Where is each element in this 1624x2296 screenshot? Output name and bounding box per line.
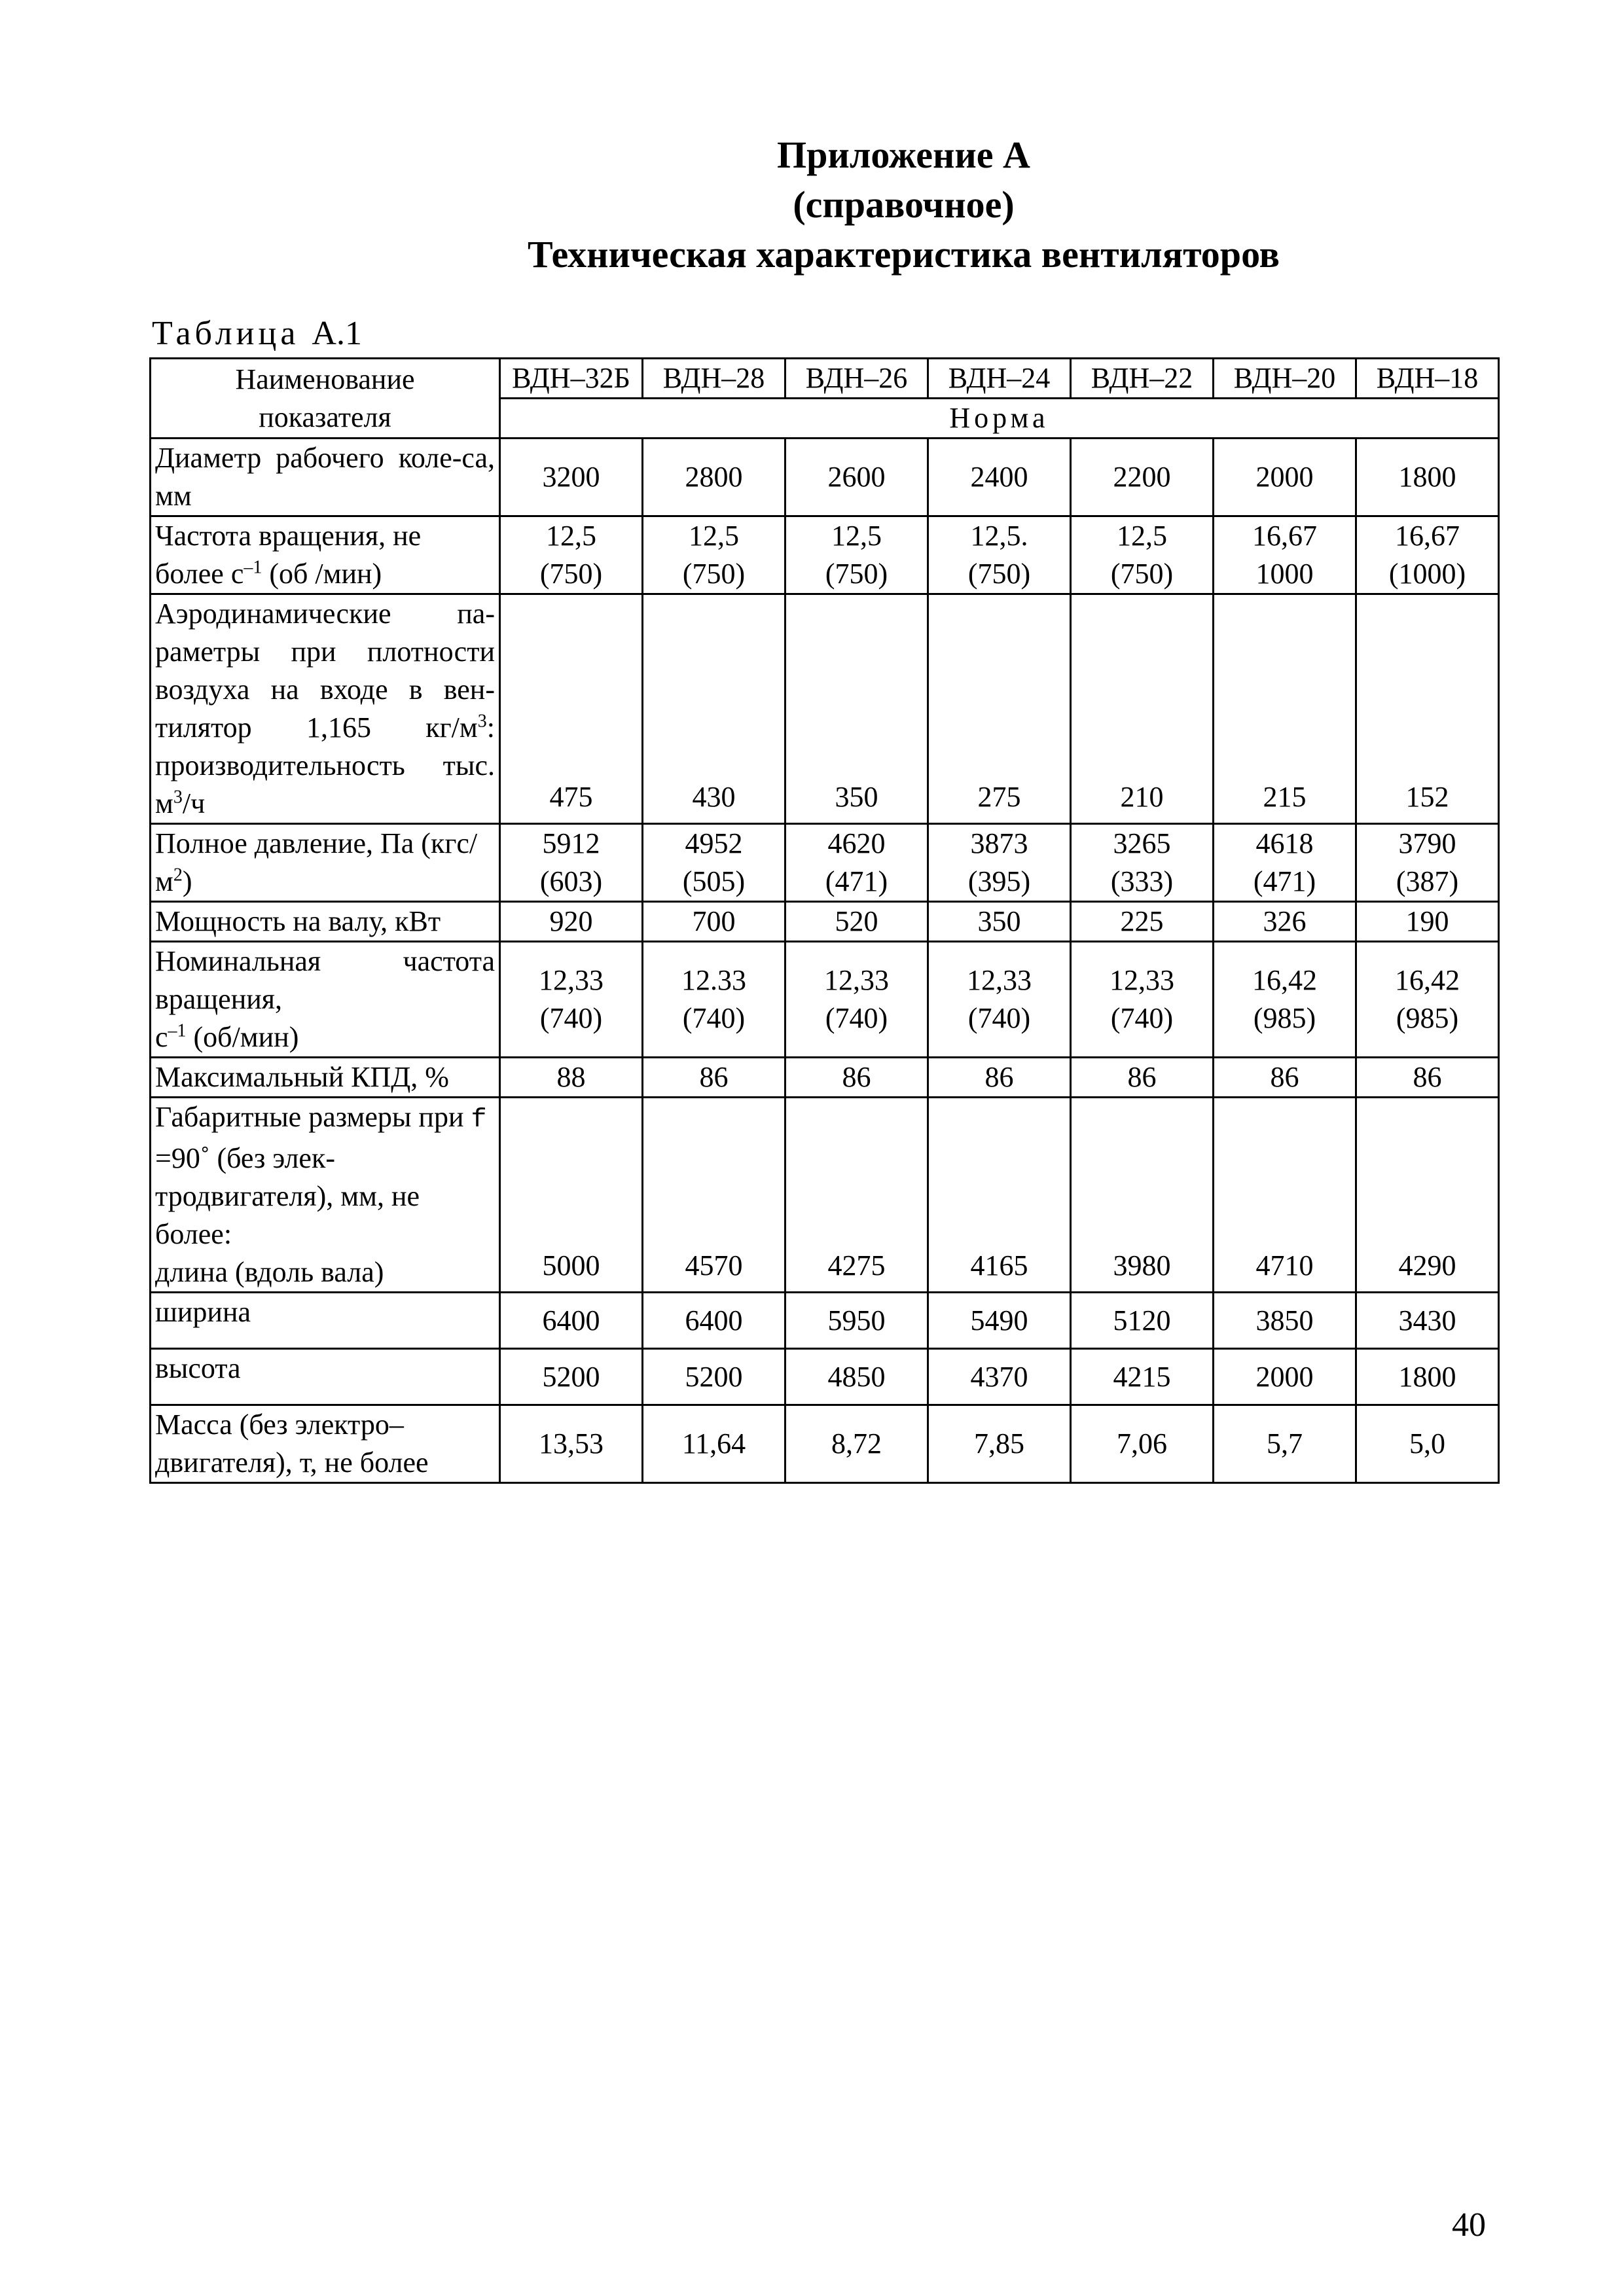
table-cell: 12,5. (750): [928, 516, 1071, 594]
table-cell: 86: [928, 1058, 1071, 1098]
table-cell: 4850: [785, 1349, 928, 1405]
table-cell: 275: [928, 594, 1071, 824]
table-caption-word: Таблица: [152, 315, 300, 352]
table-cell: 16,42 (985): [1356, 942, 1499, 1058]
table-row-height: [151, 1349, 1499, 1405]
table-cell: 16,67 (1000): [1356, 516, 1499, 594]
table-row-width: [151, 1293, 1499, 1349]
table-cell: 12,33 (740): [928, 942, 1071, 1058]
table-cell: 4370: [928, 1349, 1071, 1405]
table-cell: 86: [1356, 1058, 1499, 1098]
table-cell: 12,33 (740): [785, 942, 928, 1058]
table-cell: 4570: [643, 1098, 785, 1293]
table-cell: 86: [785, 1058, 928, 1098]
table-cell: 7,85: [928, 1405, 1071, 1483]
table-cell: 3873 (395): [928, 824, 1071, 902]
table-cell: 3430: [1356, 1293, 1499, 1349]
table-cell: 7,06: [1071, 1405, 1214, 1483]
model-header: ВДН–26: [785, 359, 928, 399]
row-label: [151, 824, 500, 902]
table-cell: 2000: [1214, 439, 1356, 516]
row-label-text: (об /мин): [262, 558, 382, 590]
table-row-nominal-rotation: [151, 942, 1499, 1058]
model-header: ВДН–28: [643, 359, 785, 399]
table-row-rotation: [151, 516, 1499, 594]
table-cell: 430: [643, 594, 785, 824]
row-label: Масса (без электро–двигателя), т, не более: [151, 1405, 500, 1483]
table-caption: [152, 317, 362, 351]
table-row-diameter: [151, 439, 1499, 516]
fan-specification-table: [149, 357, 1500, 1484]
model-header: ВДН–22: [1071, 359, 1214, 399]
row-label-text: : производительность тыс. м: [155, 711, 495, 819]
table-cell: 5912 (603): [500, 824, 643, 902]
table-cell: 2000: [1214, 1349, 1356, 1405]
row-label-text: Аэродинамические па-раметры при плотности воздуха на входе в вен-тилятор 1,165 кг/м: [155, 598, 495, 744]
appendix-title: Приложение А: [777, 134, 1030, 176]
table-cell: 4275: [785, 1098, 928, 1293]
model-header: ВДН–32Б: [500, 359, 643, 399]
table-cell: 700: [643, 902, 785, 942]
table-cell: 4165: [928, 1098, 1071, 1293]
table-cell: 5200: [500, 1349, 643, 1405]
table-cell: 12,33 (740): [1071, 942, 1214, 1058]
table-cell: 2400: [928, 439, 1071, 516]
row-label-superscript: 3: [173, 787, 183, 808]
table-cell: 11,64: [643, 1405, 785, 1483]
row-label-superscript: 2: [173, 865, 183, 886]
table-cell: 86: [1071, 1058, 1214, 1098]
table-cell: 13,53: [500, 1405, 643, 1483]
table-cell: 350: [928, 902, 1071, 942]
row-label-text: длина (вдоль вала): [155, 1256, 384, 1288]
table-cell: 6400: [643, 1293, 785, 1349]
table-cell: 12,5 (750): [1071, 516, 1214, 594]
row-label-superscript: 3: [477, 711, 487, 732]
table-cell: 210: [1071, 594, 1214, 824]
table-cell: 3850: [1214, 1293, 1356, 1349]
table-cell: 5,0: [1356, 1405, 1499, 1483]
table-cell: 4215: [1071, 1349, 1214, 1405]
norm-header: Норма: [500, 399, 1499, 439]
row-label-text: =90˚ (без элек-тродвигателя), мм, не более:: [155, 1142, 420, 1250]
table-row-power: [151, 902, 1499, 942]
table-cell: 190: [1356, 902, 1499, 942]
table-cell: 4290: [1356, 1098, 1499, 1293]
table-cell: 4618 (471): [1214, 824, 1356, 902]
row-label-text: /ч: [182, 787, 206, 819]
model-header: ВДН–20: [1214, 359, 1356, 399]
table-row-dimensions-length: [151, 1098, 1499, 1293]
table-cell: 12,33 (740): [500, 942, 643, 1058]
table-cell: 8,72: [785, 1405, 928, 1483]
table-cell: 152: [1356, 594, 1499, 824]
table-cell: 350: [785, 594, 928, 824]
table-row-pressure: [151, 824, 1499, 902]
row-label: [151, 942, 500, 1058]
table-cell: 5120: [1071, 1293, 1214, 1349]
parameter-name-header: [151, 359, 500, 439]
table-caption-number: А.1: [312, 315, 362, 352]
table-cell: 4710: [1214, 1098, 1356, 1293]
table-cell: 1800: [1356, 1349, 1499, 1405]
table-cell: 86: [643, 1058, 785, 1098]
table-cell: 12,5 (750): [643, 516, 785, 594]
table-cell: 86: [1214, 1058, 1356, 1098]
row-label-text: с: [155, 1021, 168, 1053]
table-cell: 12,5 (750): [785, 516, 928, 594]
table-cell: 215: [1214, 594, 1356, 824]
row-label-text: Частота вращения, не более с: [155, 520, 422, 590]
table-cell: 5950: [785, 1293, 928, 1349]
table-row-aerodynamic: [151, 594, 1499, 824]
table-cell: 5,7: [1214, 1405, 1356, 1483]
row-label: [151, 516, 500, 594]
table-cell: 5490: [928, 1293, 1071, 1349]
table-cell: 16,67 1000: [1214, 516, 1356, 594]
table-cell: 3265 (333): [1071, 824, 1214, 902]
table-cell: 4952 (505): [643, 824, 785, 902]
table-header-row: [151, 359, 1499, 399]
table-cell: 6400: [500, 1293, 643, 1349]
table-cell: 3790 (387): [1356, 824, 1499, 902]
table-cell: 3980: [1071, 1098, 1214, 1293]
parameter-name-header-line2: показателя: [259, 401, 391, 433]
table-cell: 12,5 (750): [500, 516, 643, 594]
table-cell: 326: [1214, 902, 1356, 942]
row-label-text: Габаритные размеры при: [155, 1101, 471, 1133]
table-cell: 920: [500, 902, 643, 942]
model-header: ВДН–24: [928, 359, 1071, 399]
table-cell: 3200: [500, 439, 643, 516]
table-cell: 520: [785, 902, 928, 942]
model-header: ВДН–18: [1356, 359, 1499, 399]
table-cell: 475: [500, 594, 643, 824]
appendix-subtitle: (справочное): [793, 183, 1015, 226]
table-cell: 5200: [643, 1349, 785, 1405]
table-cell: 1800: [1356, 439, 1499, 516]
page-number: 40: [1452, 2206, 1486, 2244]
row-label: Мощность на валу, кВт: [151, 902, 500, 942]
row-label: [151, 594, 500, 824]
row-label-text: Полное давление, Па (кгс/м: [155, 827, 478, 897]
row-label: [151, 1098, 500, 1293]
table-cell: 2600: [785, 439, 928, 516]
table-cell: 5000: [500, 1098, 643, 1293]
table-row-mass: [151, 1405, 1499, 1483]
row-label: высота: [151, 1349, 500, 1405]
row-label-superscript: –1: [168, 1020, 187, 1041]
parameter-name-header-line1: Наименование: [235, 363, 415, 395]
table-cell: 12.33 (740): [643, 942, 785, 1058]
row-label: Диаметр рабочего коле-са, мм: [151, 439, 500, 516]
table-row-efficiency: [151, 1058, 1499, 1098]
row-label-text: ): [182, 865, 192, 897]
row-label: ширина: [151, 1293, 500, 1349]
table-cell: 225: [1071, 902, 1214, 942]
row-label-text: (об/мин): [186, 1021, 299, 1053]
section-title: Техническая характеристика вентиляторов: [528, 233, 1280, 276]
table-cell: 4620 (471): [785, 824, 928, 902]
row-label-superscript: –1: [244, 557, 262, 578]
row-label-symbol: f: [471, 1105, 487, 1135]
table-cell: 2800: [643, 439, 785, 516]
row-label-text: Номинальная частота вращения,: [155, 945, 495, 1015]
table-cell: 16,42 (985): [1214, 942, 1356, 1058]
row-label: Максимальный КПД, %: [151, 1058, 500, 1098]
table-cell: 2200: [1071, 439, 1214, 516]
table-cell: 88: [500, 1058, 643, 1098]
